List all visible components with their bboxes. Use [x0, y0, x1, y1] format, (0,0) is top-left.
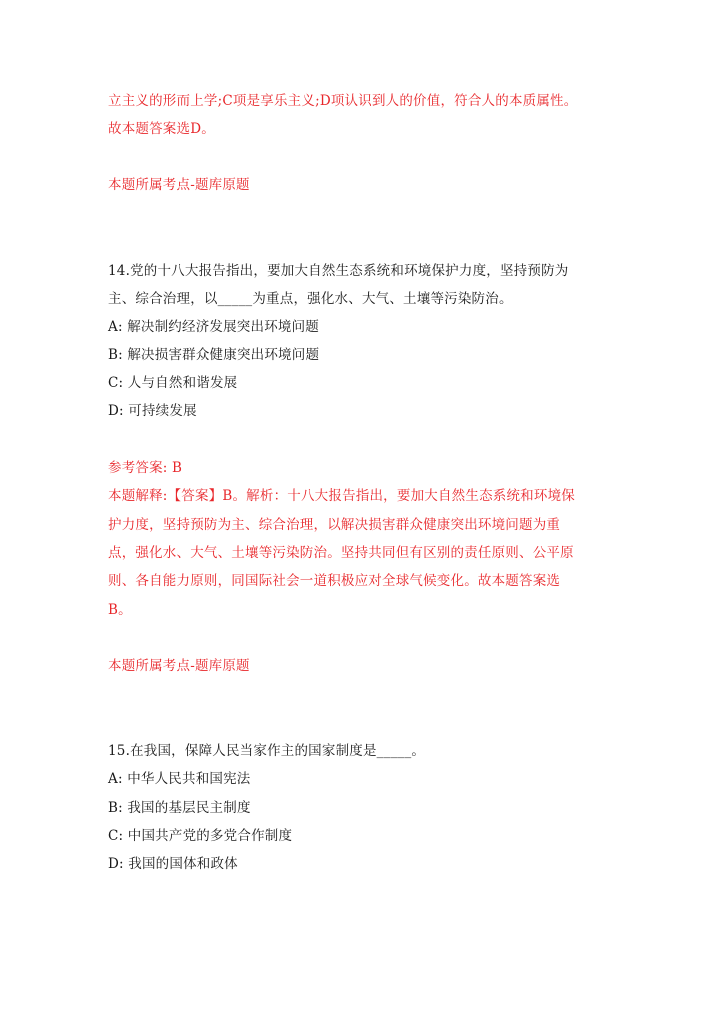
q14-explanation-line-5: B。 [108, 602, 132, 618]
q15-stem-line-1: 15.在我国，保障人民当家作主的国家制度是_____。 [108, 743, 426, 759]
q14-option-c: C: 人与自然和谐发展 [108, 375, 238, 391]
q15-option-d: D: 我国的国体和政体 [108, 856, 238, 872]
q14-option-a: A: 解决制约经济发展突出环境问题 [108, 319, 319, 335]
q15-option-a: A: 中华人民共和国宪法 [108, 771, 251, 787]
q14-topic-label: 本题所属考点-题库原题 [108, 658, 250, 674]
q15-option-c: C: 中国共产党的多党合作制度 [108, 828, 293, 844]
q14-explanation-line-4: 则、各自能力原则，同国际社会一道积极应对全球气候变化。故本题答案选 [108, 573, 561, 589]
q14-stem-line-2: 主、综合治理，以_____为重点，强化水、大气、土壤等污染防治。 [108, 291, 513, 307]
q14-explanation-line-1: 本题解释:【答案】B。解析：十八大报告指出，要加大自然生态系统和环境保 [108, 488, 575, 504]
q15-option-b: B: 我国的基层民主制度 [108, 800, 251, 816]
q14-option-d: D: 可持续发展 [108, 403, 197, 419]
prev-explanation-line-2: 故本题答案选D。 [108, 121, 215, 137]
q14-stem-line-1: 14.党的十八大报告指出，要加大自然生态系统和环境保护力度，坚持预防为 [108, 263, 569, 279]
prev-explanation-line-1: 立主义的形而上学;C项是享乐主义;D项认识到人的价值，符合人的本质属性。 [108, 93, 578, 109]
q14-explanation-line-3: 点，强化水、大气、土壤等污染防治。坚持共同但有区别的责任原则、公平原 [108, 545, 574, 561]
q14-answer: 参考答案: B [108, 460, 183, 476]
q14-explanation-line-2: 护力度，坚持预防为主、综合治理，以解决损害群众健康突出环境问题为重 [108, 517, 561, 533]
prev-topic-label: 本题所属考点-题库原题 [108, 177, 250, 193]
q14-option-b: B: 解决损害群众健康突出环境问题 [108, 347, 320, 363]
